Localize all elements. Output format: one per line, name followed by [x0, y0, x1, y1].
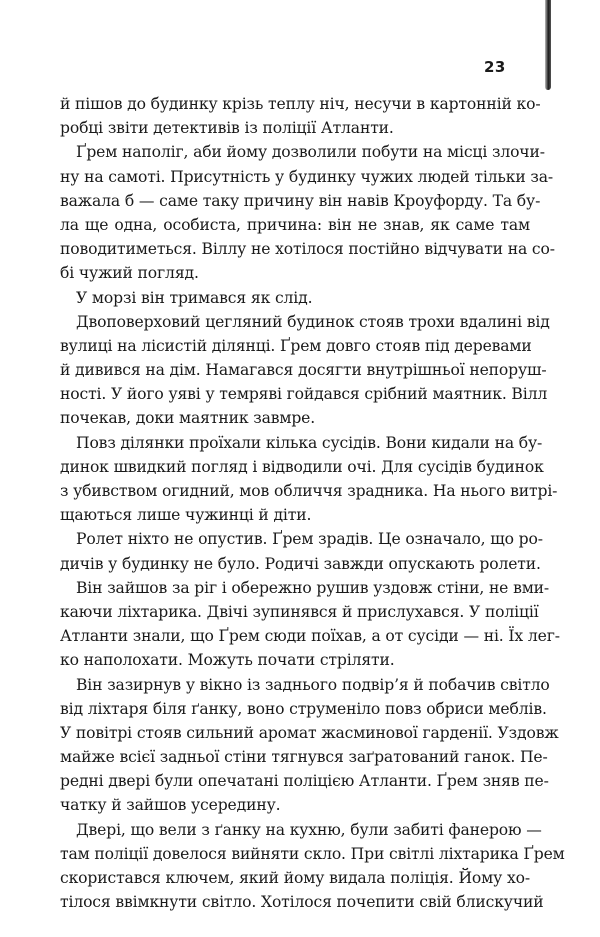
text-line: Атланти знали, що Ґрем сюди поїхав, а от сусіди — ні. Їх лег-	[60, 627, 560, 646]
text-line: Двоповерховий цегляний будинок стояв трохи вдалині від	[76, 312, 550, 331]
text-line: У повітрі стояв сильний аромат жасминової гарденії. Уздовж	[60, 723, 559, 742]
text-line: ла ще одна, особиста, причина: він не знав, як саме там	[60, 215, 530, 234]
text-line: від ліхтаря біля ґанку, воно струменіло повз обриси меблів.	[60, 699, 547, 718]
text-line: скористався ключем, який йому видала поліція. Йому хо-	[60, 869, 530, 887]
text-line: Ролет ніхто не опустив. Ґрем зрадів. Це означало, що ро-	[76, 530, 543, 549]
text-line: дичів у будинку не було. Родичі завжди опускають ролети.	[60, 554, 541, 573]
text-line: вулиці на лісистій ділянці. Ґрем довго стояв під деревами	[60, 336, 532, 355]
text-line: Він зазирнув у вікно із заднього подвір’я й побачив світло	[76, 675, 550, 694]
text-line: тілося ввімкнути світло. Хотілося почепити свій блискучий	[60, 893, 544, 912]
text-line: щаються лише чужинці й діти.	[60, 506, 312, 525]
text-line: ну на самоті. Присутність у будинку чужих людей тільки за-	[60, 167, 554, 186]
text-line: ності. У його уяві у темряві гойдався срібний маятник. Вілл	[60, 385, 548, 404]
text-line: бі чужий погляд.	[60, 264, 199, 283]
text-line: робці звіти детективів із поліції Атланти.	[60, 119, 394, 138]
text-line: й пішов до будинку крізь теплу ніч, несучи в картонній ко-	[60, 95, 541, 113]
text-line: й дивився на дім. Намагався досягти внутрішньої непоруш-	[60, 361, 547, 380]
text-line: поводитиметься. Віллу не хотілося постійно відчувати на со-	[60, 240, 555, 259]
text-line: там поліції довелося вийняти скло. При світлі ліхтарика Ґрем	[60, 844, 565, 863]
text-line: майже всієї задньої стіни тягнувся заґратований ганок. Пе-	[60, 748, 548, 767]
text-line: редні двері були опечатані поліцією Атланти. Ґрем зняв пе-	[60, 772, 549, 791]
text-line: ко наполохати. Можуть почати стріляти.	[60, 651, 395, 670]
text-line: з убивством огидний, мов обличчя зрадника. На нього витрі-	[60, 482, 558, 500]
text-line: важала б — саме таку причину він навів Кроуфорду. Та бу-	[60, 191, 541, 210]
text-line: У морзі він тримався як слід.	[76, 288, 313, 307]
text-line: Ґрем наполіг, аби йому дозволили побути на місці злочи-	[76, 143, 545, 162]
text-line: Він зайшов за ріг і обережно рушив уздовж стіни, не вми-	[76, 578, 550, 597]
page-number: 23	[484, 58, 506, 76]
text-line: Повз ділянки проїхали кілька сусідів. Вони кидали на бу-	[76, 433, 543, 452]
text-line: чатку й зайшов усередину.	[60, 796, 281, 815]
text-line: каючи ліхтарика. Двічі зупинявся й прислухався. У поліції	[60, 602, 539, 621]
text-line: Двері, що вели з ґанку на кухню, були забиті фанерою —	[76, 820, 542, 839]
body-text	[60, 92, 565, 914]
text-line: динок швидкий погляд і відводили очі. Для сусідів будинок	[60, 457, 544, 476]
page-edge-mark	[545, 0, 551, 90]
text-line: почекав, доки маятник завмре.	[60, 409, 316, 428]
